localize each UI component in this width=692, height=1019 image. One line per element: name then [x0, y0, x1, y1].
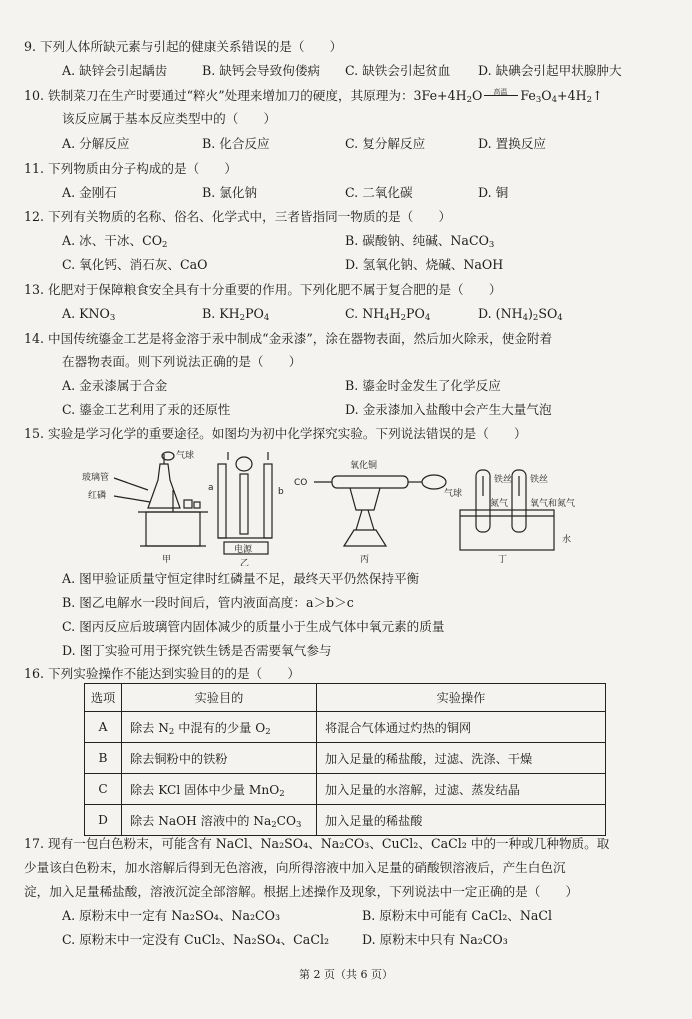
q17-option-b: B. 原粉末中可能有 CaCl₂、NaCl: [362, 908, 553, 923]
table-header-row: [85, 684, 606, 712]
q17-option-d: D. 原粉末中只有 Na₂CO₃: [362, 932, 508, 947]
q11-option-c: C. 二氧化碳: [345, 185, 413, 200]
fig-red-phosphorus-label: 红磷: [88, 491, 107, 501]
fig-label-ding: 丁: [498, 555, 508, 565]
q14-stem-line2: 在器物表面。则下列说法正确的是（ ）: [62, 354, 302, 369]
fig-label-bing: 丙: [360, 555, 370, 565]
q10-option-a: A. 分解反应: [62, 136, 130, 151]
q14-option-a: A. 金汞漆属于合金: [62, 378, 168, 393]
fig-label-jia: 甲: [162, 555, 172, 565]
table-cell-option: A: [85, 712, 122, 743]
q13-option-b: B. $KH_2PO_4$: [202, 306, 270, 323]
q15-stem: 15. 实验是学习化学的重要途径。如图均为初中化学探究实验。下列说法错误的是（ ）: [24, 426, 527, 441]
q13-stem: 13. 化肥对于保障粮食安全具有十分重要的作用。下列化肥不属于复合肥的是（ ）: [24, 282, 502, 297]
q12-option-d: D. 氢氧化钠、烧碱、NaOH: [345, 257, 504, 272]
fig-n2-label: 氮气: [490, 499, 509, 509]
q12-option-a: A. 冰、干冰、$CO_2$: [62, 233, 168, 250]
q17-stem-line2: 少量该白色粉末，加水溶解后得到无色溶液，向所得溶液中加入足量的硝酸钡溶液后，产生白色沉: [24, 860, 566, 875]
table-row: [85, 774, 606, 805]
fig-label-b: b: [278, 487, 284, 497]
q14-stem: 14. 中国传统鎏金工艺是将金溶于汞中制成“金汞漆”，涂在器物表面，然后加火除汞，使金附着: [24, 331, 553, 346]
table-cell-option: B: [85, 743, 122, 774]
fig-cuo-label: 氧化铜: [350, 461, 378, 471]
table-row: [85, 712, 606, 743]
q12-stem: 12. 下列有关物质的名称、俗名、化学式中，三者皆指同一物质的是（ ）: [24, 209, 452, 224]
q12-option-b: B. 碳酸钠、纯碱、NaCO$_3$: [345, 233, 495, 250]
fig-power-label: 电源: [234, 545, 253, 555]
q9-option-d: D. 缺碘会引起甲状腺肿大: [478, 63, 622, 78]
q16-stem: 16. 下列实验操作不能达到实验目的的是（ ）: [24, 666, 300, 681]
table-cell-option: D: [85, 805, 122, 836]
q17-option-c: C. 原粉末中一定没有 CuCl₂、Na₂SO₄、CaCl₂: [62, 932, 330, 947]
fig-jia-balance: [114, 452, 208, 546]
q14-option-c: C. 鎏金工艺利用了汞的还原性: [62, 402, 231, 417]
q12-option-c: C. 氧化钙、消石灰、CaO: [62, 257, 208, 272]
q15-option-d: D. 图丁实验可用于探究铁生锈是否需要氧气参与: [62, 643, 332, 658]
table-header-operation: 实验操作: [317, 684, 606, 712]
fig-bing-reduction: [314, 475, 446, 546]
q15-experiment-figure: [78, 450, 598, 566]
table-row: [85, 805, 606, 836]
q9-option-c: C. 缺铁会引起贫血: [345, 63, 451, 78]
table-cell-goal: 除去 $N_2$ 中混有的少量 $O_2$: [122, 712, 317, 743]
fig-yi-electrolysis: [218, 452, 272, 554]
table-cell-operation: 加入足量的稀盐酸，过滤、洗涤、干燥: [317, 743, 606, 774]
fig-balloon-label-2: 气球: [444, 489, 463, 499]
q11-stem: 11. 下列物质由分子构成的是（ ）: [24, 161, 237, 176]
q9-option-a: A. 缺锌会引起龋齿: [62, 63, 168, 78]
q9-stem: 9. 下列人体所缺元素与引起的健康关系错误的是（ ）: [24, 39, 343, 54]
q15-option-a: A. 图甲验证质量守恒定律时红磷量不足，最终天平仍然保持平衡: [62, 571, 420, 586]
fig-water-label: 水: [562, 535, 572, 545]
q11-option-d: D. 铜: [478, 185, 509, 200]
table-cell-operation: 将混合气体通过灼热的铜网: [317, 712, 606, 743]
table-cell-goal: 除去铜粉中的铁粉: [122, 743, 317, 774]
fig-label-a: a: [208, 483, 214, 493]
fig-balloon-label-1: 气球: [176, 451, 195, 461]
q10-option-b: B. 化合反应: [202, 136, 270, 151]
q10-stem: 10. 铁制菜刀在生产时要通过“粹火”处理来增加刀的硬度，其原理为：$3Fe+4H_2O$ 高温 $Fe_3O_4+4H_2↑$: [24, 87, 603, 105]
q13-option-a: A. $KNO_3$: [62, 306, 116, 323]
table-header-goal: 实验目的: [122, 684, 317, 712]
fig-iron-wire-label-2: 铁丝: [530, 475, 549, 485]
q17-option-a: A. 原粉末中一定有 Na₂SO₄、Na₂CO₃: [62, 908, 281, 923]
q15-option-c: C. 图丙反应后玻璃管内固体减少的质量小于生成气体中氧元素的质量: [62, 619, 445, 634]
q17-stem-line1: 17. 现有一包白色粉末，可能含有 NaCl、Na₂SO₄、Na₂CO₃、CuCl₂、CaCl₂ 中的一种或几种物质。取: [24, 836, 610, 851]
q10-option-d: D. 置换反应: [478, 136, 547, 151]
q16-table: [84, 683, 606, 836]
table-cell-goal: 除去 KCl 固体中少量 MnO$_2$: [122, 774, 317, 805]
fig-iron-wire-label-1: 铁丝: [494, 475, 513, 485]
table-cell-operation: 加入足量的水溶解，过滤、蒸发结晶: [317, 774, 606, 805]
q13-option-d: D. $(NH_4)_2SO_4$: [478, 306, 563, 323]
table-header-option: 选项: [85, 684, 122, 712]
page-footer: 第 2 页（共 6 页）: [299, 968, 393, 981]
q14-option-d: D. 金汞漆加入盐酸中会产生大量气泡: [345, 402, 552, 417]
q10-condition: 高温: [493, 88, 508, 96]
table-cell-goal: 除去 NaOH 溶液中的 $Na_2CO_3$: [122, 805, 317, 836]
table-cell-option: C: [85, 774, 122, 805]
fig-glass-tube-label: 玻璃管: [82, 473, 110, 483]
q14-option-b: B. 鎏金时金发生了化学反应: [345, 378, 501, 393]
q11-option-a: A. 金刚石: [62, 185, 117, 200]
q10-stem-line2: 该反应属于基本反应类型中的（ ）: [62, 111, 277, 126]
q10-option-c: C. 复分解反应: [345, 136, 426, 151]
q15-option-b: B. 图乙电解水一段时间后，管内液面高度：a＞b＞c: [62, 595, 354, 610]
fig-label-yi: 乙: [240, 559, 250, 566]
fig-co-label: CO: [294, 478, 308, 488]
q11-option-b: B. 氯化钠: [202, 185, 258, 200]
q9-option-b: B. 缺钙会导致佝偻病: [202, 63, 321, 78]
table-cell-operation: 加入足量的稀盐酸: [317, 805, 606, 836]
q13-option-c: C. $NH_4H_2PO_4$: [345, 306, 431, 323]
q17-stem-line3: 淀，加入足量稀盐酸，溶液沉淀全部溶解。根据上述操作及现象，下列说法中一定正确的是（ ）: [24, 884, 579, 899]
fig-o2-n2-label: 氧气和氮气: [530, 499, 576, 509]
table-row: [85, 743, 606, 774]
